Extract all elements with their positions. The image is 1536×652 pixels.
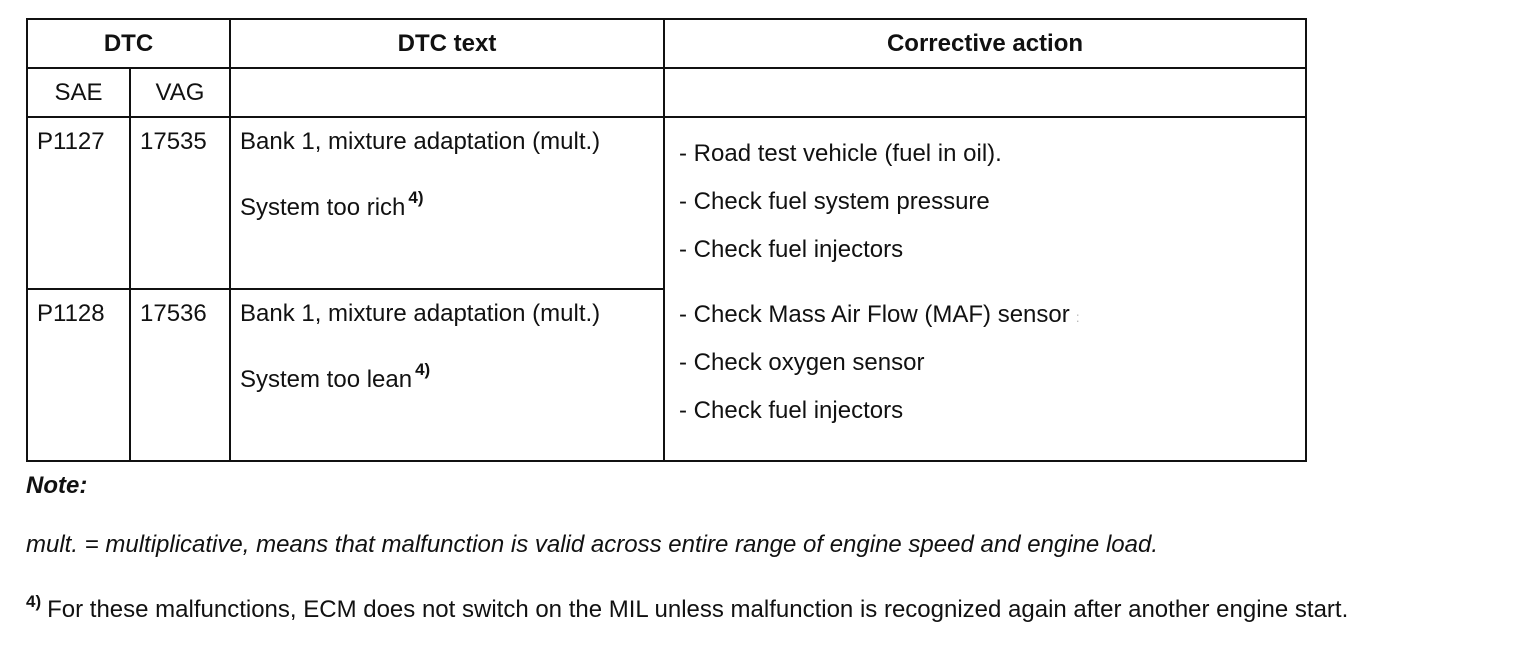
footnote-mark: 4) <box>26 592 42 611</box>
subheader-empty-action <box>664 68 1306 117</box>
dtc-description <box>230 117 664 289</box>
dtc-description <box>230 289 664 461</box>
action-item-text: - Check Mass Air Flow (MAF) sensor <box>679 301 1070 328</box>
action-item: - Check fuel system pressure <box>679 188 990 215</box>
corrective-action-cell <box>664 117 1306 461</box>
subheader-empty-text <box>230 68 664 117</box>
action-item: - Road test vehicle (fuel in oil). <box>679 140 1002 167</box>
dtc-text-line1: Bank 1, mixture adaptation (mult.) <box>240 128 601 155</box>
dtc-text-line1: Bank 1, mixture adaptation (mult.) <box>240 300 601 327</box>
header-row <box>27 19 1306 68</box>
subheader-vag: VAG <box>130 68 230 117</box>
header-corrective-action: Corrective action <box>664 19 1306 68</box>
action-item <box>679 301 1080 349</box>
note-heading: Note: <box>26 472 88 499</box>
action-item: - Check fuel injectors <box>679 397 904 424</box>
footnote-ref: 4) <box>415 360 431 379</box>
dtc-table <box>26 18 1307 462</box>
action-list <box>679 140 1080 445</box>
dtc-text-line2 <box>240 360 663 394</box>
action-item: - Check fuel injectors <box>679 236 904 263</box>
footnote-ref: 4) <box>408 188 424 207</box>
faint-mark: : <box>1075 309 1080 325</box>
vag-code: 17536 <box>130 289 230 461</box>
footnote-text: For these malfunctions, ECM does not switch on the MIL unless malfunction is recognized again after another engine start. <box>47 596 1349 623</box>
table-row <box>27 117 1306 289</box>
action-item: - Check oxygen sensor <box>679 349 925 376</box>
subheader-sae: SAE <box>27 68 130 117</box>
subheader-row <box>27 68 1306 117</box>
dtc-text-line2-text: System too rich <box>240 194 406 221</box>
sae-code: P1128 <box>27 289 130 461</box>
header-dtc: DTC <box>27 19 230 68</box>
dtc-text-line2-text: System too lean <box>240 366 413 393</box>
vag-code: 17535 <box>130 117 230 289</box>
header-dtc-text: DTC text <box>230 19 664 68</box>
note-text: mult. = multiplicative, means that malfunction is valid across entire range of engine speed and engine load. <box>26 531 1158 558</box>
dtc-text-line2 <box>240 188 663 222</box>
sae-code: P1127 <box>27 117 130 289</box>
footnote <box>26 592 1349 624</box>
